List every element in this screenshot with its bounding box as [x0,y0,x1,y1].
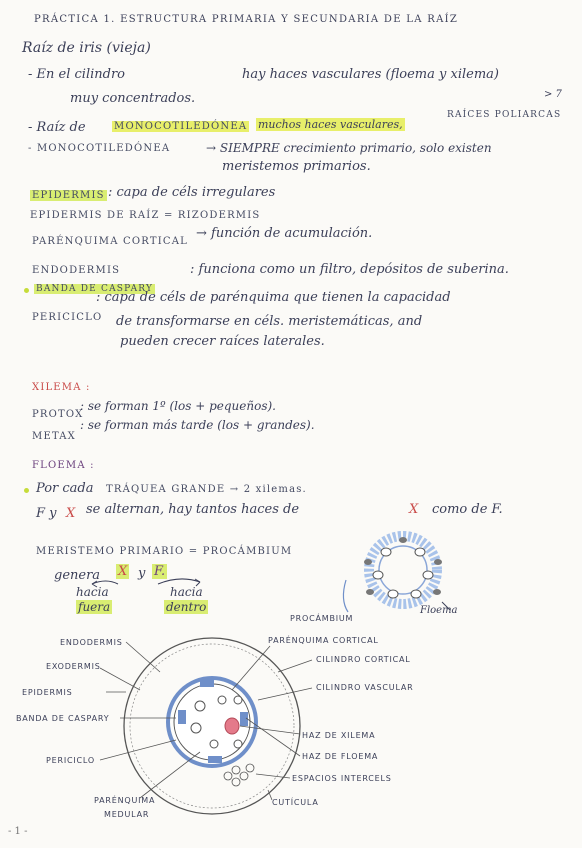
line-traquea-a: Por cada [36,481,94,496]
line-cilindro-b: hay haces vasculares (floema y xilema) [242,67,499,82]
label-cilindro-cortical: CILINDRO CORTICAL [316,655,411,664]
line-raiz-de: - Raíz de [28,120,86,135]
label-haz-xilema: HAZ DE XILEMA [302,731,376,740]
line-traquea-b: TRÁQUEA GRANDE → 2 xilemas. [106,484,307,495]
label-procambium: PROCÁMBIUM [290,614,354,623]
heading-xilema: XILEMA : [32,382,91,393]
page-title: PRÁCTICA 1. ESTRUCTURA PRIMARIA Y SECUNDARIA DE LA RAÍZ [34,14,459,25]
line-muchos-haces: muchos haces vasculares, [258,118,403,131]
label-espacios: ESPACIOS INTERCELS [292,774,392,783]
label-banda: BANDA DE CASPARY [16,714,110,723]
line-fyx-a: F y [36,506,57,521]
line-epidermis-raiz: EPIDERMIS DE RAÍZ = RIZODERMIS [30,210,261,221]
heading-floema: FLOEMA : [32,460,95,471]
hacia-dentro-1: hacia [170,585,203,599]
glyph-x: X [66,506,76,521]
glyph-f: F. [154,564,166,579]
word-genera: genera [54,568,101,583]
def-banda: : funciona como un filtro, depósitos de suberina. [190,262,509,277]
line-cilindro-c: muy concentrados. [70,91,196,106]
term-parenquima: PARÉNQUIMA CORTICAL [32,236,188,247]
term-protox: PROTOX [32,409,84,420]
line-meristemo: MERISTEMO PRIMARIO = PROCÁMBIUM [36,546,293,557]
term-periciclo: PERICICLO [32,312,103,323]
line-fyx-b: se alternan, hay tantos haces de [86,502,300,517]
def-periciclo-3: pueden crecer raíces laterales. [120,334,325,349]
label-periciclo: PERICICLO [46,756,95,765]
line-fyx-c: como de F. [432,502,503,517]
label-parenquima-medular-1: PARÉNQUIMA [94,796,156,805]
term-monocotiledonea: MONOCOTILEDÓNEA [114,121,248,132]
label-parenquima-medular-2: MEDULAR [104,810,150,819]
label-floema: Floema [420,605,458,616]
label-parenquima-cortical: PARÉNQUIMA CORTICAL [268,636,379,645]
word-y: y [138,566,146,581]
def-epidermis: : capa de céls irregulares [108,185,276,200]
label-cilindro-vascular: CILINDRO VASCULAR [316,683,414,692]
term-poliarcas: RAÍCES POLIARCAS [447,110,562,120]
subtitle: Raíz de iris (vieja) [22,40,151,56]
label-epidermis: EPIDERMIS [22,688,73,697]
line-siempre: → SIEMPRE crecimiento primario, solo existen [206,141,492,155]
def-parenquima: → función de acumulación. [196,226,373,241]
def-periciclo-1: : capa de céls de parénquima que tienen la capacidad [96,290,451,305]
hacia-dentro-2: dentro [166,600,207,614]
note-gt7: > 7 [544,89,562,100]
label-cuticula: CUTÍCULA [272,798,319,807]
term-epidermis: EPIDERMIS [32,190,105,201]
line-cilindro-a: - En el cilindro [28,67,125,82]
line-meristemos: meristemos primarios. [222,159,371,174]
label-endodermis: ENDODERMIS [60,638,123,647]
glyph-x: X [409,502,419,517]
hacia-fuera-1: hacia [76,585,109,599]
hacia-fuera-2: fuera [78,600,111,614]
term-banda-caspary: BANDA DE CASPARY [36,284,154,294]
page-number: - 1 - [8,826,28,837]
def-periciclo-2: de transformarse en céls. meristemáticas, and [116,314,423,329]
label-exodermis: EXODERMIS [46,662,101,671]
glyph-x: X [118,564,128,579]
line-monocot-2: - MONOCOTILEDÓNEA [28,143,171,154]
term-metax: METAX [32,431,77,442]
label-haz-floema: HAZ DE FLOEMA [302,752,379,761]
term-endodermis: ENDODERMIS [32,265,121,276]
def-metax: : se forman más tarde (los + grandes). [80,418,315,432]
def-protox: : se forman 1º (los + pequeños). [80,399,276,413]
